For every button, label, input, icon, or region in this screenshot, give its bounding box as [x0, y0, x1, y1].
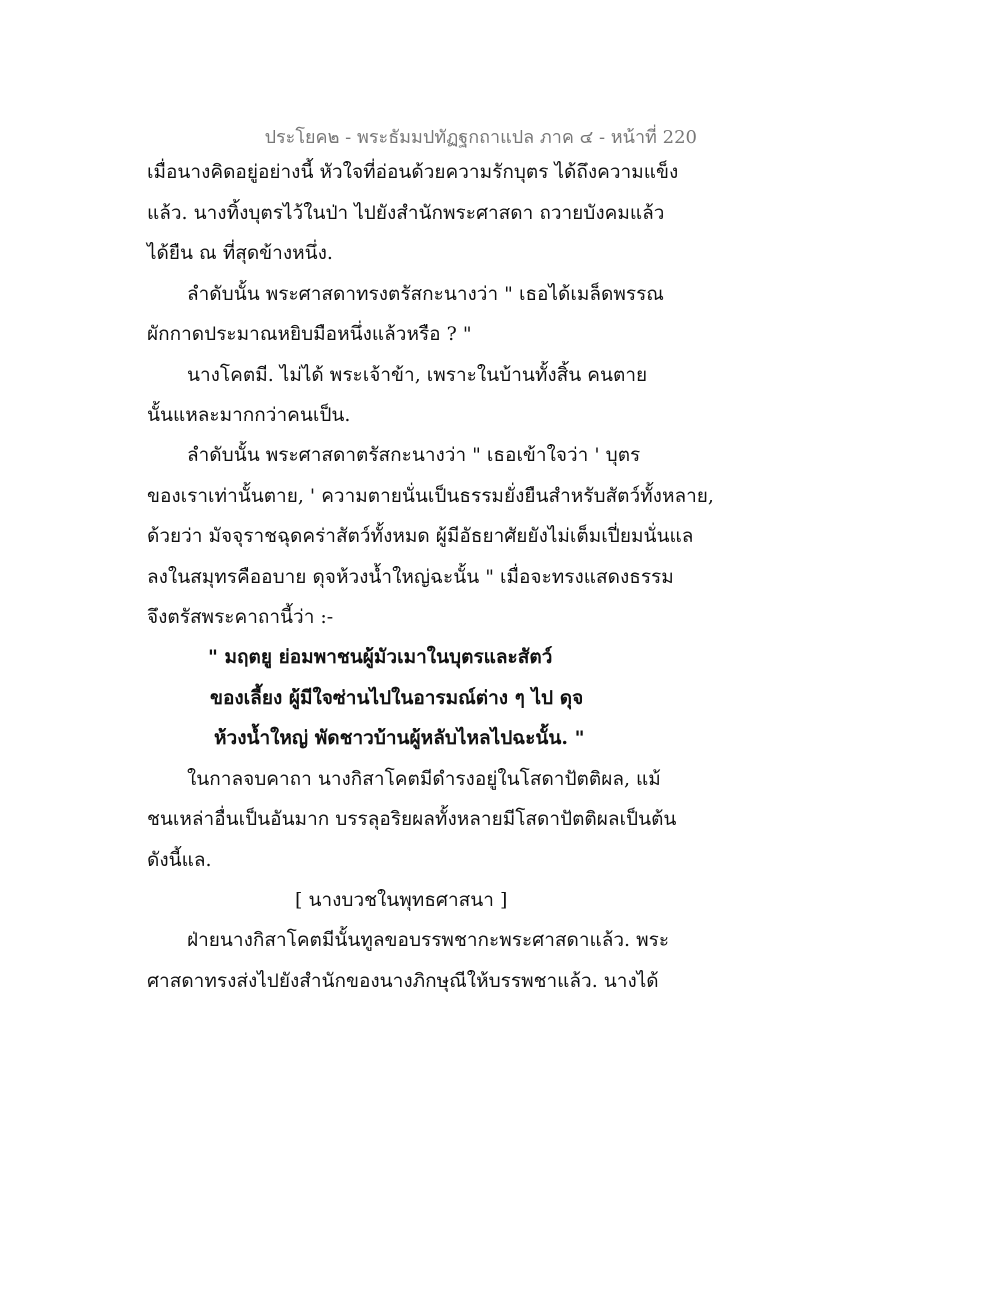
text-line: ของเราเท่านั้นตาย, ' ความตายนั่นเป็นธรรมยั่งยืนสำหรับสัตว์ทั้งหลาย, — [147, 485, 714, 507]
text-line: ด้วยว่า มัจจุราชฉุดคร่าสัตว์ทั้งหมด ผู้มีอัธยาศัยยังไม่เต็มเปี่ยมนั่นแล — [147, 525, 694, 547]
text-line: ผักกาดประมาณหยิบมือหนึ่งแล้วหรือ ? " — [147, 323, 472, 345]
running-header: ประโยค๒ - พระธัมมปทัฏฐกถาแปล ภาค ๔ - หน้าที่ 220 — [264, 127, 697, 148]
text-line: ในกาลจบคาถา นางกิสาโคตมีดำรงอยู่ในโสดาปัตติผล, แม้ — [187, 768, 661, 790]
verse-line: " มฤตยู ย่อมพาชนผู้มัวเมาในบุตรและสัตว์ — [208, 646, 553, 668]
text-line: ลำดับนั้น พระศาสดาทรงตรัสกะนางว่า " เธอได้เมล็ดพรรณ — [187, 283, 664, 305]
section-heading: [ นางบวชในพุทธศาสนา ] — [295, 889, 508, 911]
text-line: ชนเหล่าอื่นเป็นอันมาก บรรลุอริยผลทั้งหลายมีโสดาปัตติผลเป็นต้น — [147, 808, 677, 830]
text-line: ได้ยืน ณ ที่สุดข้างหนึ่ง. — [147, 242, 333, 264]
text-line: ดังนี้แล. — [147, 849, 212, 871]
text-line: จึงตรัสพระคาถานี้ว่า :- — [147, 606, 334, 628]
text-line: นางโคตมี. ไม่ได้ พระเจ้าข้า, เพราะในบ้านทั้งสิ้น คนตาย — [187, 364, 648, 386]
text-line: นั้นแหละมากกว่าคนเป็น. — [147, 404, 351, 426]
text-line: แล้ว. นางทิ้งบุตรไว้ในป่า ไปยังสำนักพระศาสดา ถวายบังคมแล้ว — [147, 202, 665, 224]
text-line: เมื่อนางคิดอยู่อย่างนี้ หัวใจที่อ่อนด้วยความรักบุตร ได้ถึงความแข็ง — [147, 161, 679, 183]
text-line: ศาสดาทรงส่งไปยังสำนักของนางภิกษุณีให้บรรพชาแล้ว. นางได้ — [147, 970, 659, 992]
text-line: ลงในสมุทรคืออบาย ดุจห้วงน้ำใหญ่ฉะนั้น " เมื่อจะทรงแสดงธรรม — [147, 566, 674, 588]
verse-line: ของเลี้ยง ผู้มีใจซ่านไปในอารมณ์ต่าง ๆ ไป ดุจ — [210, 687, 584, 709]
text-line: ลำดับนั้น พระศาสดาตรัสกะนางว่า " เธอเข้าใจว่า ' บุตร — [187, 444, 641, 466]
text-line: ฝ่ายนางกิสาโคตมีนั้นทูลขอบรรพชากะพระศาสดาแล้ว. พระ — [187, 929, 670, 951]
verse-line: ห้วงน้ำใหญ่ พัดชาวบ้านผู้หลับไหลไปฉะนั้น. " — [214, 727, 585, 749]
